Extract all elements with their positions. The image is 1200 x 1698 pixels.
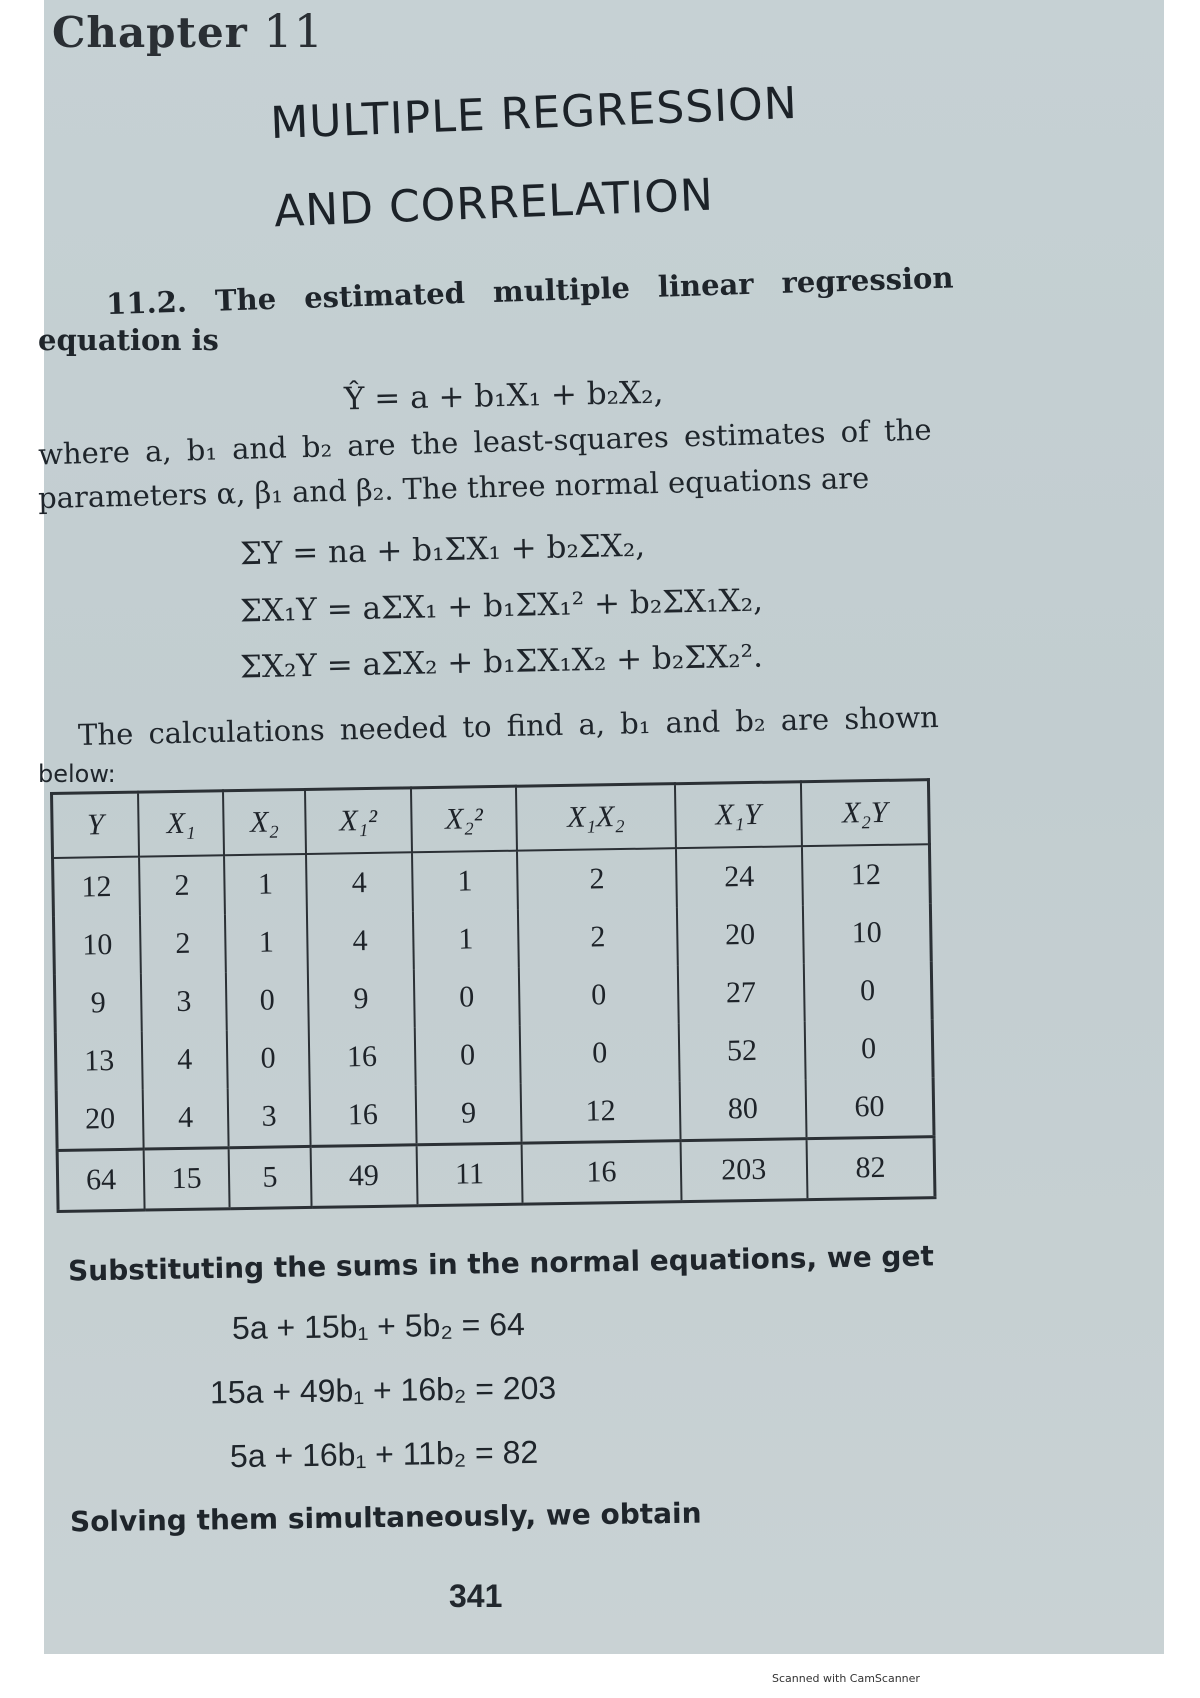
table-cell: 24 [676,846,803,907]
table-cell: 0 [520,1023,679,1083]
calc-line-1: The calculations needed to find a, b₁ and b₂ are shown [77,699,940,753]
table-cell: 10 [53,916,140,975]
total-cell: 82 [806,1137,935,1200]
table-cell: 80 [679,1079,806,1140]
table-cell: 9 [308,969,415,1029]
table-cell: 2 [139,855,225,915]
table-cell: 16 [309,1027,416,1087]
table-totals-row [57,1137,935,1212]
table-cell: 0 [413,968,520,1028]
header-x1-squared: X₁² [305,788,412,854]
table-cell: 20 [677,905,804,965]
header-y: Y [52,792,139,858]
intro-text-1: The estimated multiple linear regression [214,260,954,318]
header-x2y: X₂Y [801,780,930,846]
table-cell: 12 [521,1081,680,1143]
calc-line-2: below: [38,760,116,788]
substituted-equation-2: 15a + 49b₁ + 16b₂ = 203 [209,1369,557,1411]
header-x1y: X₁Y [675,782,802,848]
table-cell: 12 [53,857,140,917]
table-cell: 4 [143,1088,229,1149]
table-cell: 52 [678,1021,805,1081]
total-cell: 11 [416,1143,523,1206]
page-number: 341 [449,1578,503,1614]
table-cell: 1 [225,913,308,972]
table-cell: 2 [517,848,676,909]
header-x1: X₁ [138,791,224,857]
table-cell: 0 [519,965,678,1025]
normal-equation-3: ΣX₂Y = aΣX₂ + b₁ΣX₁X₂ + b₂ΣX₂². [239,638,764,686]
normal-equation-2: ΣX₁Y = aΣX₁ + b₁ΣX₁² + b₂ΣX₁X₂, [239,582,764,630]
table-cell: 60 [805,1077,934,1138]
table-cell: 10 [803,903,932,963]
table-cell: 9 [54,974,141,1033]
total-cell: 49 [310,1145,417,1208]
table-cell: 9 [415,1084,522,1145]
header-x1x2: X₁X₂ [516,784,675,851]
section-number: 11.2. [105,284,188,322]
intro-text-2: equation is [38,323,219,357]
table-cell: 1 [224,854,307,914]
scanner-footer: Scanned with CamScanner [772,1672,920,1685]
intro-line-1 [106,254,1007,326]
solving-line: Solving them simultaneously, we obtain [69,1496,702,1539]
table-cell: 16 [310,1085,417,1146]
table-cell: 12 [802,844,931,905]
table-cell: 0 [226,971,309,1030]
where-line-1: where a, b₁ and b₂ are the least-squares estimates of the [37,412,932,472]
title-line-1: MULTIPLE REGRESSION [269,77,799,150]
total-cell: 5 [229,1146,312,1208]
header-x2: X₂ [223,789,306,855]
table-cell: 27 [677,963,804,1023]
substituted-equation-1: 5a + 15b₁ + 5b₂ = 64 [231,1305,526,1347]
chapter-heading [52,4,324,58]
chapter-number: 11 [263,4,324,58]
scanned-page [37,0,1164,1654]
total-cell: 16 [522,1141,681,1204]
where-line-2: parameters α, β₁ and β₂. The three normal equations are [37,460,870,516]
table-cell: 0 [414,1026,521,1086]
table-cell: 1 [413,910,520,970]
total-cell: 64 [57,1149,144,1211]
table-cell: 1 [412,851,519,912]
table-cell: 3 [141,972,227,1031]
substituted-equation-3: 5a + 16b₁ + 11b₂ = 82 [229,1433,539,1475]
table-cell: 4 [306,852,413,913]
table-cell: 20 [56,1090,143,1151]
header-x2-squared: X₂² [411,786,518,852]
normal-equation-1: ΣY = na + b₁ΣX₁ + b₂ΣX₂, [239,527,646,573]
substituting-line: Substituting the sums in the normal equations, we get [67,1239,935,1288]
table-cell: 2 [518,907,677,967]
regression-equation: Ŷ = a + b₁X₁ + b₂X₂, [343,374,664,418]
table-cell: 0 [227,1029,310,1088]
table-cell: 3 [228,1087,311,1148]
table-cell: 4 [142,1030,228,1089]
total-cell: 15 [144,1148,230,1210]
title-line-2: AND CORRELATION [273,169,715,238]
table-cell: 4 [307,911,414,971]
table-cell: 0 [804,961,933,1021]
calculation-table [50,778,937,1213]
table-cell: 2 [140,914,226,973]
chapter-label: Chapter [52,8,248,57]
table-cell: 13 [55,1032,142,1091]
total-cell: 203 [680,1139,807,1202]
table-cell: 0 [805,1019,934,1079]
